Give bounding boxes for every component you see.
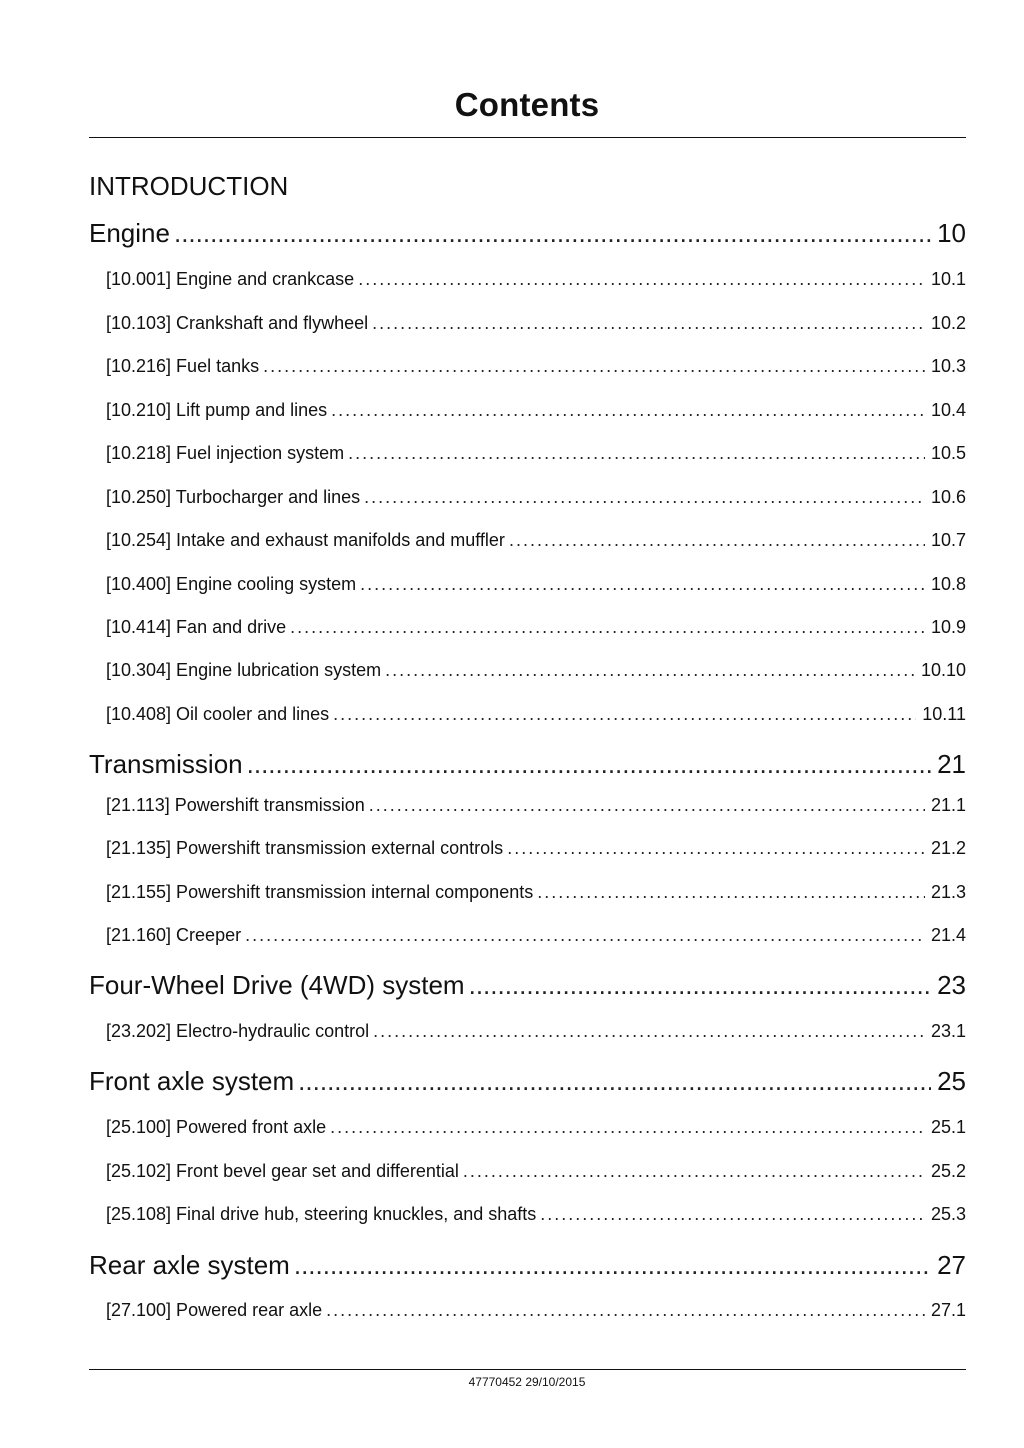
toc-label: [21.135] Powershift transmission external controls — [106, 838, 504, 858]
toc-page-number: 25.3 — [930, 1204, 966, 1224]
leader-dots — [364, 487, 925, 508]
leader-dots — [463, 1161, 925, 1182]
toc-label: [10.218] Fuel injection system — [106, 443, 345, 463]
footer-divider — [89, 1369, 966, 1370]
leader-dots — [372, 313, 925, 334]
toc-entry[interactable] — [106, 400, 966, 421]
toc-page-number: 25 — [937, 1066, 966, 1096]
toc-label: [10.254] Intake and exhaust manifolds and muffler — [106, 530, 505, 550]
toc-page-number: 21.2 — [930, 838, 966, 858]
toc-entry[interactable] — [106, 1021, 966, 1042]
toc-label: [21.113] Powershift transmission — [106, 795, 365, 815]
toc-page-number: 21 — [937, 749, 966, 779]
toc-label: [21.160] Creeper — [106, 925, 242, 945]
toc-entry[interactable] — [106, 838, 966, 859]
toc-entry[interactable] — [106, 530, 966, 551]
toc-label: [10.400] Engine cooling system — [106, 574, 357, 594]
leader-dots — [298, 1066, 931, 1097]
toc-page-number: 21.3 — [930, 882, 966, 902]
leader-dots — [263, 356, 925, 377]
toc-page-number: 10.5 — [930, 443, 966, 463]
toc-label: [10.103] Crankshaft and flywheel — [106, 313, 369, 333]
leader-dots — [294, 1250, 931, 1281]
toc-page-number: 27.1 — [930, 1300, 966, 1320]
toc-entry[interactable] — [106, 795, 966, 816]
leader-dots — [369, 795, 925, 816]
leader-dots — [537, 882, 925, 903]
footer-doc-id: 47770452 29/10/2015 — [468, 1375, 586, 1389]
toc-label: [25.100] Powered front axle — [106, 1117, 327, 1137]
toc-section-transmission[interactable] — [89, 749, 966, 780]
toc-page-number: 23 — [937, 970, 966, 1000]
toc-label: [10.408] Oil cooler and lines — [106, 704, 330, 724]
toc-label: [21.155] Powershift transmission internal components — [106, 882, 534, 902]
toc-label: [10.210] Lift pump and lines — [106, 400, 328, 420]
toc-page-number: 21.1 — [930, 795, 966, 815]
leader-dots — [540, 1204, 925, 1225]
toc-label: [25.102] Front bevel gear set and differential — [106, 1161, 459, 1181]
toc-page-number: 25.2 — [930, 1161, 966, 1181]
toc-section-engine[interactable] — [89, 218, 966, 249]
leader-dots — [290, 617, 925, 638]
toc-label: Engine — [89, 218, 170, 248]
toc-page-number: 10.1 — [930, 269, 966, 289]
toc-entry[interactable] — [106, 660, 966, 681]
leader-dots — [507, 838, 925, 859]
leader-dots — [360, 574, 925, 595]
toc-entry[interactable] — [106, 313, 966, 334]
toc-entry[interactable] — [106, 1161, 966, 1182]
toc-section-4wd[interactable] — [89, 970, 966, 1001]
toc-entry[interactable] — [106, 1117, 966, 1138]
leader-dots — [330, 1117, 925, 1138]
leader-dots — [247, 749, 931, 780]
toc-page-number: 10.2 — [930, 313, 966, 333]
toc-page-number: 10.10 — [920, 660, 966, 680]
page-title: Contents — [454, 86, 600, 123]
toc-entry[interactable] — [106, 574, 966, 595]
title-divider — [89, 137, 966, 138]
leader-dots — [348, 443, 925, 464]
toc-label: Four-Wheel Drive (4WD) system — [89, 970, 465, 1000]
leader-dots — [333, 704, 916, 725]
toc-label: Rear axle system — [89, 1250, 290, 1280]
toc-page-number: 27 — [937, 1250, 966, 1280]
toc-page-number: 23.1 — [930, 1021, 966, 1041]
toc-label: [10.250] Turbocharger and lines — [106, 487, 361, 507]
toc-page-number: 10 — [937, 218, 966, 248]
toc-label: Front axle system — [89, 1066, 295, 1096]
leader-dots — [373, 1021, 925, 1042]
toc-entry[interactable] — [106, 925, 966, 946]
toc-page-number: 10.7 — [930, 530, 966, 550]
toc-page-number: 10.9 — [930, 617, 966, 637]
toc-label: [23.202] Electro-hydraulic control — [106, 1021, 370, 1041]
toc-page-number: 25.1 — [930, 1117, 966, 1137]
leader-dots — [174, 218, 931, 249]
toc-entry[interactable] — [106, 356, 966, 377]
toc-label: [10.304] Engine lubrication system — [106, 660, 382, 680]
toc-label: [25.108] Final drive hub, steering knuckles, and shafts — [106, 1204, 537, 1224]
toc-entry[interactable] — [106, 487, 966, 508]
toc-page-number: 10.8 — [930, 574, 966, 594]
toc-section-rear-axle[interactable] — [89, 1250, 966, 1281]
leader-dots — [326, 1300, 925, 1321]
toc-page-number: 21.4 — [930, 925, 966, 945]
toc-page-number: 10.11 — [922, 704, 966, 724]
toc-label: Transmission — [89, 749, 243, 779]
introduction-heading[interactable]: INTRODUCTION — [89, 171, 289, 201]
toc-page-number: 10.4 — [930, 400, 966, 420]
toc-entry[interactable] — [106, 704, 966, 725]
leader-dots — [358, 269, 925, 290]
toc-entry[interactable] — [106, 617, 966, 638]
leader-dots — [469, 970, 931, 1001]
toc-entry[interactable] — [106, 1204, 966, 1225]
leader-dots — [509, 530, 925, 551]
leader-dots — [245, 925, 925, 946]
toc-entry[interactable] — [106, 882, 966, 903]
toc-entry[interactable] — [106, 443, 966, 464]
toc-page-number: 10.3 — [930, 356, 966, 376]
toc-entry[interactable] — [106, 1300, 966, 1321]
leader-dots — [331, 400, 925, 421]
toc-label: [10.414] Fan and drive — [106, 617, 287, 637]
toc-label: [27.100] Powered rear axle — [106, 1300, 323, 1320]
toc-section-front-axle[interactable] — [89, 1066, 966, 1097]
toc-page-number: 10.6 — [930, 487, 966, 507]
toc-label: [10.216] Fuel tanks — [106, 356, 260, 376]
leader-dots — [385, 660, 915, 681]
toc-entry[interactable] — [106, 269, 966, 290]
toc-label: [10.001] Engine and crankcase — [106, 269, 355, 289]
